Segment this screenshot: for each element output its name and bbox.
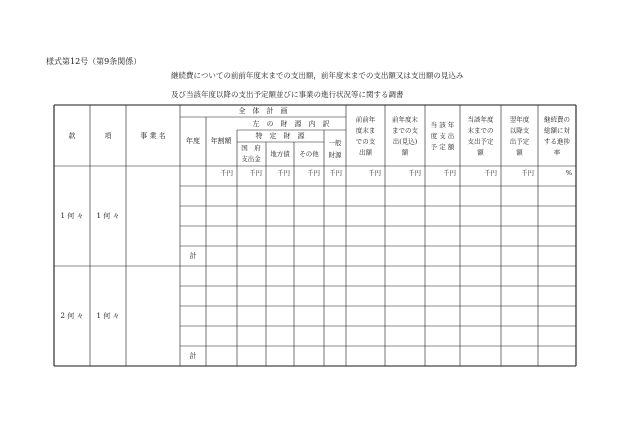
- header-shinchoku-line3: する進捗: [544, 137, 570, 146]
- document-title-line-2: 及び当該年度以降の支出予定額並びに事業の進行状況等に関する調書: [171, 90, 404, 99]
- header-nenwari-gaku: 年割額: [210, 137, 232, 145]
- header-yokunen-line2: 以降支: [509, 126, 530, 135]
- header-tougaimatsu-line2: 末までの: [467, 126, 494, 135]
- header-zentai-keikaku: 全 体 計 画: [238, 107, 288, 115]
- header-yokunen-line4: 額: [516, 148, 523, 157]
- header-shinchoku-line1: 継続費の: [544, 115, 570, 124]
- header-tougaimatsu-line3: 支出予定: [467, 137, 494, 146]
- unit-yen-9: 千円: [484, 169, 497, 177]
- header-yokunen-line3: 出予定: [509, 137, 530, 146]
- unit-yen-5: 千円: [329, 169, 342, 177]
- header-kou: 項: [104, 132, 112, 140]
- header-zen-line3: 出(見込): [392, 137, 418, 146]
- group-2-kan: 2 何 々: [60, 312, 84, 320]
- unit-yen-6: 千円: [368, 169, 381, 177]
- header-shinchoku-line4: 率: [553, 148, 561, 157]
- unit-percent: %: [565, 169, 572, 177]
- header-kokufu-line2: 支出金: [241, 155, 261, 163]
- header-hidari-zaigen: 左 の 財 源 内 訳: [252, 120, 330, 128]
- unit-yen-10: 千円: [521, 169, 534, 177]
- header-zen-line4: 額: [401, 148, 409, 157]
- header-jigyou-mei: 事 業 名: [140, 132, 166, 140]
- header-tougai-line3: 予 定 額: [430, 143, 455, 151]
- header-nendo: 年度: [186, 137, 200, 145]
- header-kan: 款: [68, 132, 76, 140]
- unit-yen-2: 千円: [249, 169, 262, 177]
- unit-yen-8: 千円: [443, 169, 456, 177]
- header-tougai-line1: 当 該 年: [430, 121, 455, 129]
- group-1-kan: 1 何 々: [60, 212, 84, 220]
- header-zenzen-line2: 度末ま: [355, 126, 376, 135]
- group-2-total-label: 計: [189, 352, 197, 360]
- unit-yen-1: 千円: [220, 169, 233, 177]
- group-2-kou: 1 何 々: [96, 312, 120, 320]
- header-zenzen-line4: 出額: [359, 148, 372, 157]
- header-chihousai: 地方債: [270, 150, 290, 158]
- document-title-line-1: 継続費についての前前年度末までの支出額，前年度末までの支出額又は支出額の見込み: [171, 71, 464, 80]
- header-ippan-line1: 一般: [328, 139, 342, 147]
- unit-yen-3: 千円: [277, 169, 290, 177]
- header-sonota: その他: [299, 150, 319, 158]
- header-tougaimatsu-line4: 額: [477, 148, 484, 157]
- header-zen-line1: 前年度末: [392, 115, 418, 124]
- header-zenzen-line1: 前前年: [355, 115, 376, 124]
- header-tokutei-zaigen: 特 定 財 源: [255, 132, 305, 140]
- header-tougai-line2: 度 支 出: [430, 132, 455, 140]
- group-1-total-label: 計: [189, 252, 197, 260]
- unit-yen-4: 千円: [307, 169, 320, 177]
- group-1-kou: 1 何 々: [96, 212, 120, 220]
- header-yokunen-line1: 翌年度: [509, 115, 530, 124]
- header-zen-line2: までの支: [392, 126, 418, 135]
- header-tougaimatsu-line1: 当該年度: [467, 115, 494, 124]
- unit-yen-7: 千円: [408, 169, 421, 177]
- header-shinchoku-line2: 総額に対: [544, 126, 570, 135]
- form-number: 様式第12号（第9条関係）: [46, 57, 142, 66]
- header-zenzen-line3: での支: [355, 137, 376, 146]
- header-ippan-line2: 財源: [328, 151, 342, 159]
- header-kokufu-line1: 国 府: [241, 144, 261, 152]
